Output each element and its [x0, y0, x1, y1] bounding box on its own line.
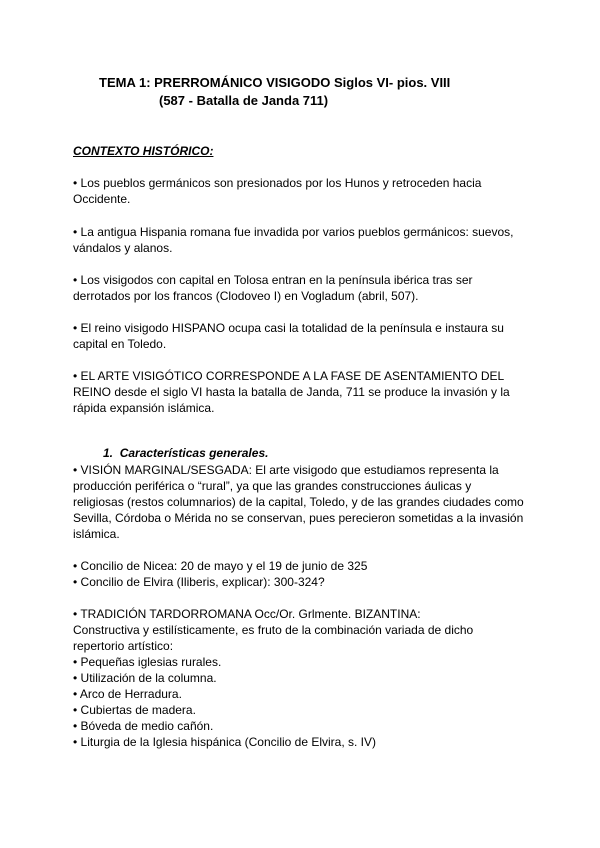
section1-p1-l4: Sevilla, Córdoba o Mérida no se conservan, pues perecieron sometidas a la invasión	[73, 511, 524, 525]
section-1-number: 1.	[103, 446, 114, 460]
context-p4-l1: • El reino visigodo HISPANO ocupa casi la totalidad de la península e instaura su	[73, 321, 504, 335]
context-p2-l1: • La antigua Hispania romana fue invadida por varios pueblos germánicos: suevos,	[73, 225, 514, 239]
section1-p1-l5: islámica.	[73, 527, 120, 541]
list-item: • Utilización de la columna.	[73, 671, 217, 685]
context-p5-l1: • EL ARTE VISIGÓTICO CORRESPONDE A LA FASE DE ASENTAMIENTO DEL	[73, 369, 505, 383]
title-line-2: (587 - Batalla de Janda 711)	[159, 93, 329, 108]
section-1-heading	[103, 446, 268, 460]
council-nicea: • Concilio de Nicea: 20 de mayo y el 19 de junio de 325	[73, 559, 368, 573]
list-item: • Liturgia de la Iglesia hispánica (Concilio de Elvira, s. IV)	[73, 735, 377, 749]
list-item: • Bóveda de medio cañón.	[73, 719, 214, 733]
section1-p2-l3: repertorio artístico:	[73, 639, 174, 653]
context-p5-l3: rápida expansión islámica.	[73, 401, 215, 415]
section1-p2-l2: Constructiva y estilísticamente, es fruto de la combinación variada de dicho	[73, 623, 474, 637]
list-item: • Cubiertas de madera.	[73, 703, 196, 717]
title-line-1: TEMA 1: PRERROMÁNICO VISIGODO Siglos VI- pios. VIII	[99, 75, 451, 90]
section1-p1-l2: producción periférica o “rural”, ya que las grandes construcciones áulicas y	[73, 479, 472, 493]
context-p1-l2: Occidente.	[73, 192, 131, 206]
context-p2-l2: vándalos y alanos.	[73, 241, 173, 255]
section-1-title: Características generales.	[119, 446, 269, 460]
context-p5-l2: REINO desde el siglo VI hasta la batalla de Janda, 711 se produce la invasión y la	[73, 385, 510, 399]
context-heading: CONTEXTO HISTÓRICO:	[73, 144, 214, 158]
context-p1-l1: • Los pueblos germánicos son presionados por los Hunos y retroceden hacia	[73, 176, 482, 190]
context-p3-l1: • Los visigodos con capital en Tolosa entran en la península ibérica tras ser	[73, 273, 473, 287]
list-item: • Pequeñas iglesias rurales.	[73, 655, 222, 669]
context-p3-l2: derrotados por los francos (Clodoveo I) en Vogladum (abril, 507).	[73, 289, 419, 303]
section1-p1-l3: religiosas (restos columnarios) de la capital, Toledo, y de las grandes ciudades como	[73, 495, 524, 509]
section1-p2-l1: • TRADICIÓN TARDORROMANA Occ/Or. Grlmente. BIZANTINA:	[73, 607, 421, 621]
council-elvira: • Concilio de Elvira (Iliberis, explicar): 300-324?	[73, 575, 325, 589]
list-item: • Arco de Herradura.	[73, 687, 182, 701]
context-p4-l2: capital en Toledo.	[73, 337, 167, 351]
section1-p1-l1: • VISIÓN MARGINAL/SESGADA: El arte visigodo que estudiamos representa la	[73, 463, 499, 477]
